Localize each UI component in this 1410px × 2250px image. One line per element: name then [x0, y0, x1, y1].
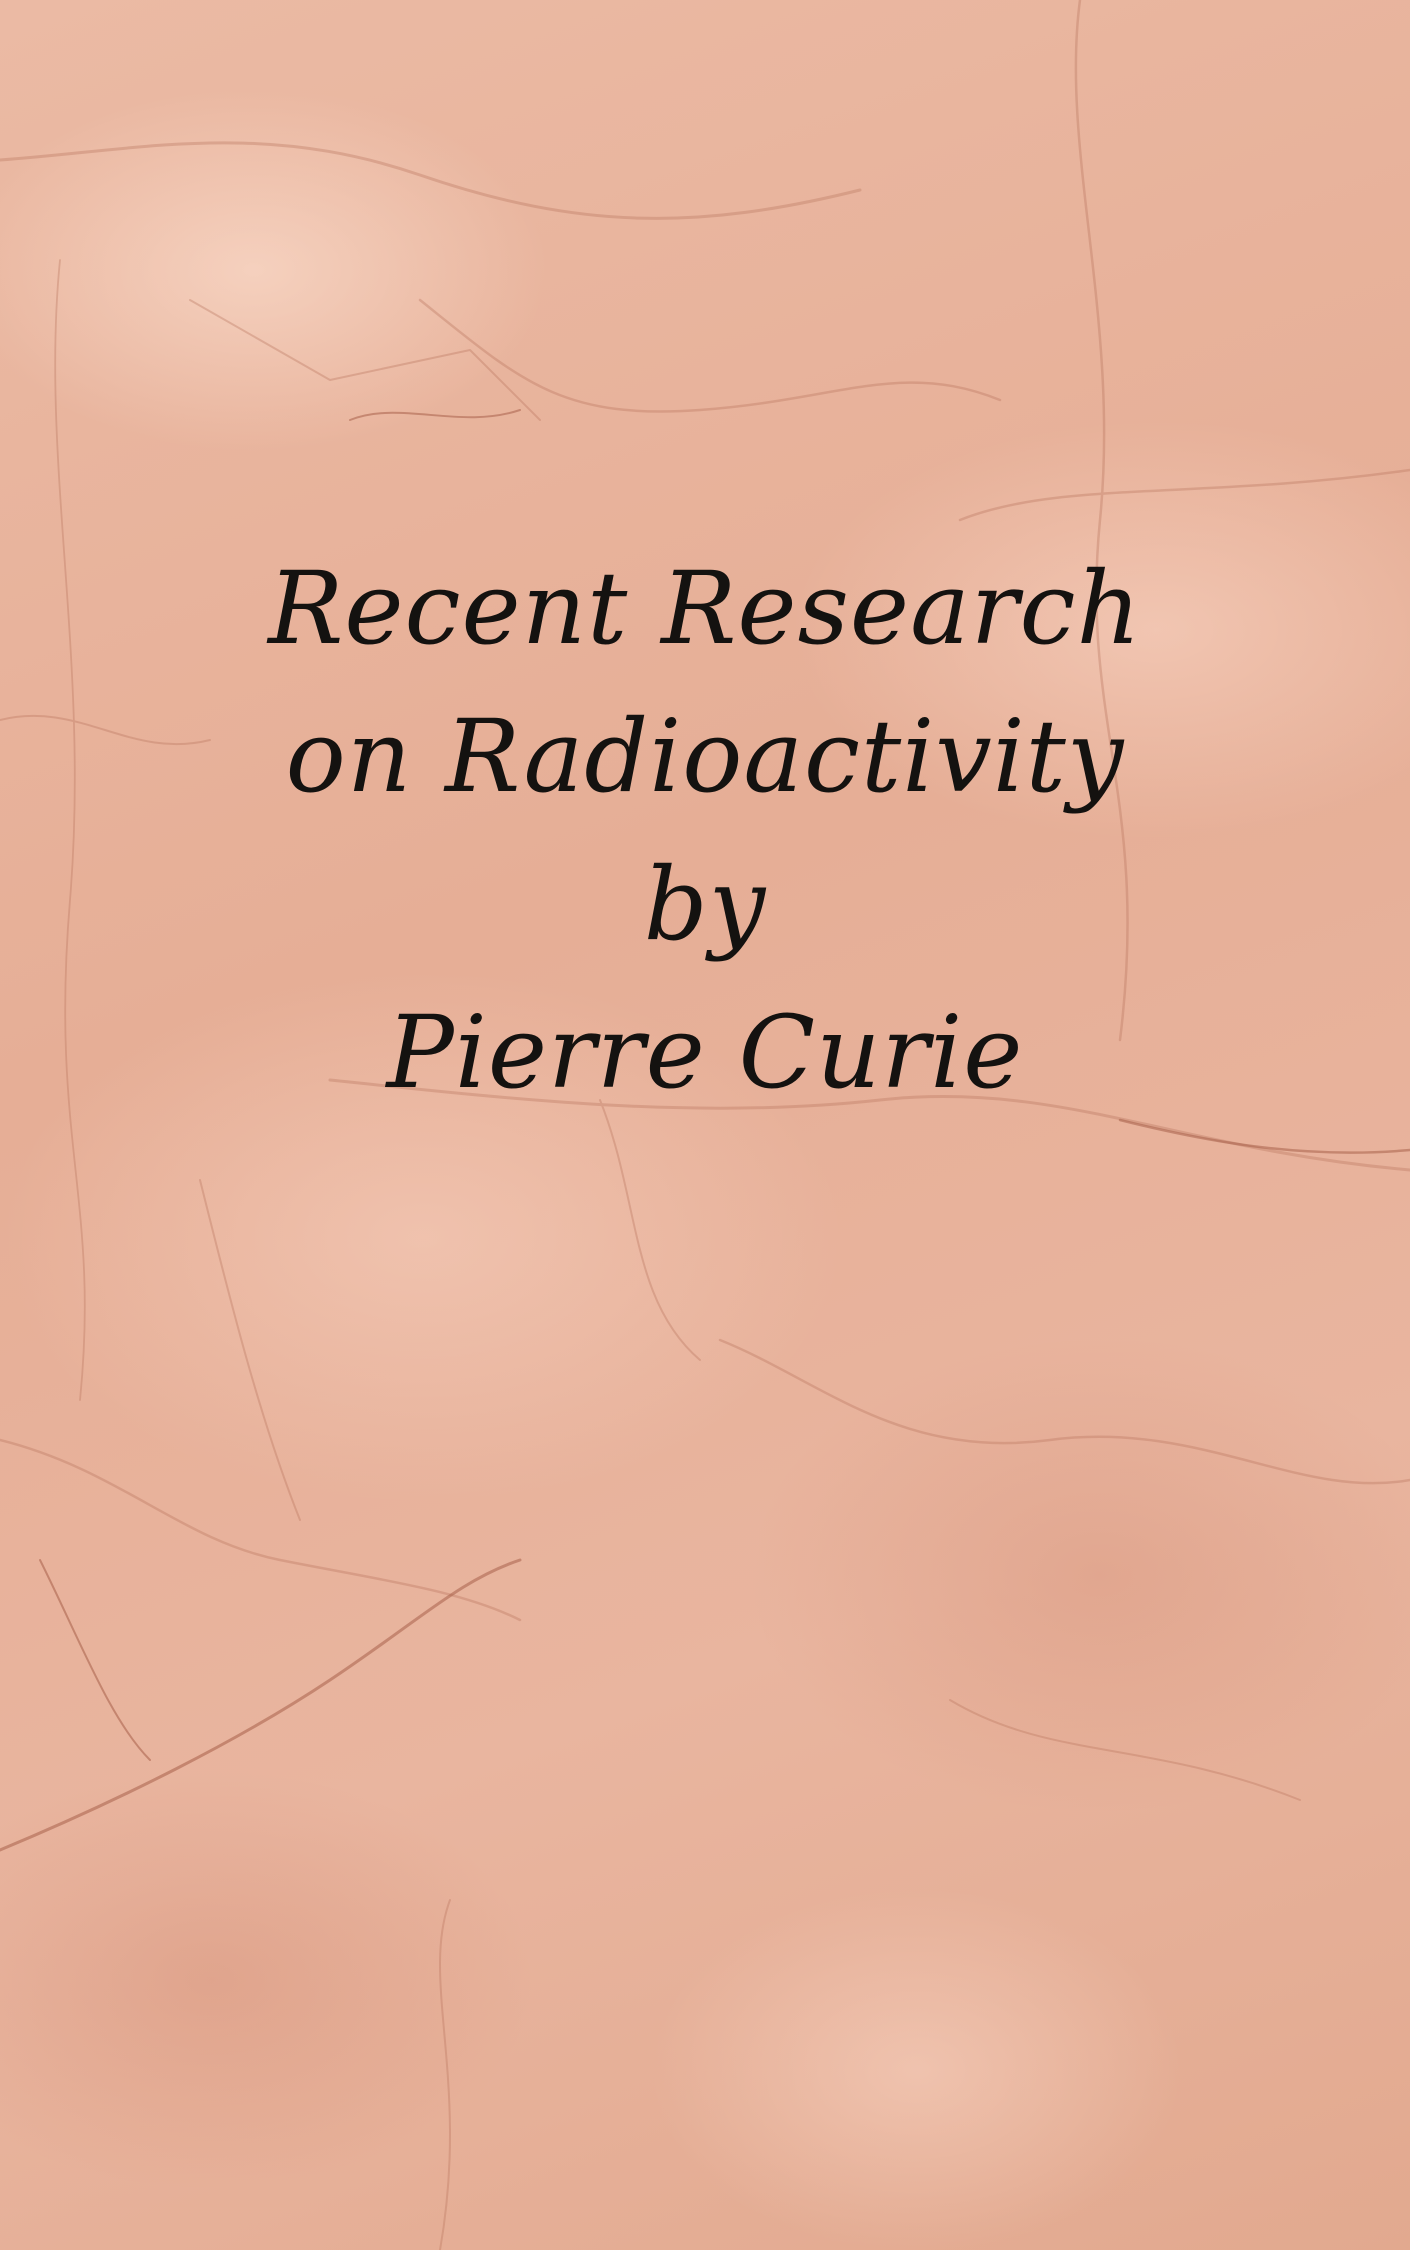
cover-title-block: [0, 535, 1410, 1127]
by-line: by: [643, 846, 767, 963]
title-line-2: on Radioactivity: [285, 698, 1125, 815]
title-line-1: Recent Research: [268, 550, 1142, 667]
author-name: Pierre Curie: [386, 994, 1024, 1111]
